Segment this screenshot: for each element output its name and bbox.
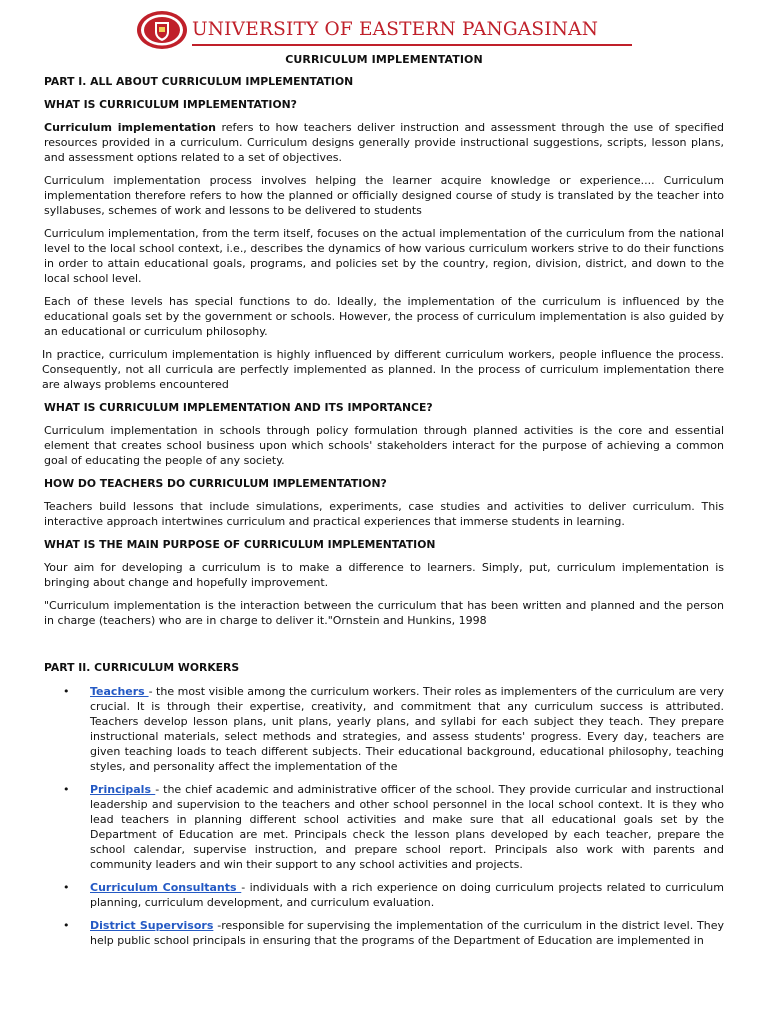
- paragraph-4: Each of these levels has special functions to do. Ideally, the implementation of the curriculum is influenced by the educational goals set by the government or schools. However, the process of curriculum implementation is also guided by an educational or curriculum philosophy.: [44, 295, 724, 338]
- document-title: CURRICULUM IMPLEMENTATION: [285, 53, 483, 66]
- bullet-icon: •: [63, 783, 70, 796]
- bullet-icon: •: [63, 881, 70, 894]
- district-supervisors-link[interactable]: District Supervisors: [90, 919, 214, 932]
- paragraph-1-rest: refers to how teachers deliver instruction and assessment through the use of specified resources provided in a curriculum. Curriculum designs generally provide instructional suggestions, scripts, lesson plans, and assessment options related to a set of objectives.: [44, 121, 724, 164]
- principals-description: - the chief academic and administrative officer of the school. They provide curricular and instructional leadership and supervision to the teachers and other school personnel in the local school context. It is they who lead teachers in planning different school activities and make sure that all educational goals set by the Department of Education are met. Principals check the lesson plans developed by each teacher, prepare the school calendar, supervise instruction, and prepare school report. Principals also work with parents and community leaders and win their support to any school activities and projects.: [90, 783, 724, 871]
- university-header: [136, 10, 636, 50]
- curriculum-consultants-link[interactable]: Curriculum Consultants: [90, 881, 242, 894]
- curriculum-consultants-description: - individuals with a rich experience on doing curriculum projects related to curriculum planning, curriculum development, and curriculum evaluation.: [90, 881, 724, 909]
- teachers-link[interactable]: Teachers: [90, 685, 149, 698]
- curriculum-workers-list: [44, 684, 724, 948]
- university-seal-icon: [136, 10, 188, 50]
- district-supervisors-description: -responsible for supervising the implementation of the curriculum in the district level. They help public school principals in ensuring that the programs of the Department of Education are implemented in: [90, 919, 724, 947]
- question-heading-4: WHAT IS THE MAIN PURPOSE OF CURRICULUM IMPLEMENTATION: [44, 538, 436, 551]
- principals-link[interactable]: Principals: [90, 783, 156, 796]
- section-gap: [44, 636, 724, 658]
- list-item: [44, 880, 724, 910]
- paragraph-8: Your aim for developing a curriculum is to make a difference to learners. Simply, put, curriculum implementation is bringing about change and hopefully improvement.: [44, 561, 724, 589]
- question-heading-3: HOW DO TEACHERS DO CURRICULUM IMPLEMENTATION?: [44, 477, 387, 490]
- question-heading-2: WHAT IS CURRICULUM IMPLEMENTATION AND ITS IMPORTANCE?: [44, 401, 433, 414]
- list-item: [44, 918, 724, 948]
- paragraph-7: Teachers build lessons that include simulations, experiments, case studies and activities to deliver curriculum. This interactive approach intertwines curriculum and practical experiences that immerse students in learning.: [44, 500, 724, 528]
- paragraph-3: Curriculum implementation, from the term itself, focuses on the actual implementation of the curriculum from the national level to the local school context, i.e., describes the dynamics of how various curriculum workers strive to do their functions in order to attain educational goals, programs, and policies set by the country, region, division, district, and down to the local school level.: [44, 227, 724, 285]
- teachers-description: - the most visible among the curriculum workers. Their roles as implementers of the curriculum are very crucial. It is through their expertise, creativity, and commitment that any curriculum success is attributed. Teachers develop lesson plans, unit plans, yearly plans, and syllabi for each subject they teach. They prepare instructional materials, select methods and strategies, and assess students' progress. Every day, teachers are given teaching loads to teach different subjects. Their educational background, educational philosophy, teaching styles, and personality affect the implementation of the: [90, 685, 724, 773]
- part1-heading: PART I. ALL ABOUT CURRICULUM IMPLEMENTATION: [44, 75, 354, 88]
- paragraph-1: [44, 120, 724, 165]
- document-body: [44, 74, 724, 956]
- list-item: [44, 684, 724, 774]
- part2-heading: PART II. CURRICULUM WORKERS: [44, 661, 240, 674]
- question-heading-1: WHAT IS CURRICULUM IMPLEMENTATION?: [44, 98, 297, 111]
- bullet-icon: •: [63, 685, 70, 698]
- paragraph-1-lead: Curriculum implementation: [44, 121, 216, 134]
- university-name: UNIVERSITY OF EASTERN PANGASINAN: [192, 19, 599, 40]
- list-item: [44, 782, 724, 872]
- bullet-icon: •: [63, 919, 70, 932]
- paragraph-2: Curriculum implementation process involves helping the learner acquire knowledge or experience.... Curriculum implementation therefore refers to how the planned or officially designed course of study is translated by the teacher into syllabuses, schemes of work and lessons to be delivered to students: [44, 174, 724, 217]
- paragraph-5: In practice, curriculum implementation is highly influenced by different curriculum workers, people influence the process. Consequently, not all curricula are perfectly implemented as planned. In the process of curriculum implementation there are always problems encountered: [42, 348, 724, 391]
- paragraph-6: Curriculum implementation in schools through policy formulation through planned activities is the core and essential element that creates school business upon which schools' stakeholders interact for the purpose of achieving a common goal of educating the people of any society.: [44, 424, 724, 467]
- quote-paragraph: "Curriculum implementation is the interaction between the curriculum that has been written and planned and the person in charge (teachers) who are in charge to deliver it."Ornstein and Hunkins, 1998: [44, 599, 724, 627]
- header-rule: [192, 44, 632, 46]
